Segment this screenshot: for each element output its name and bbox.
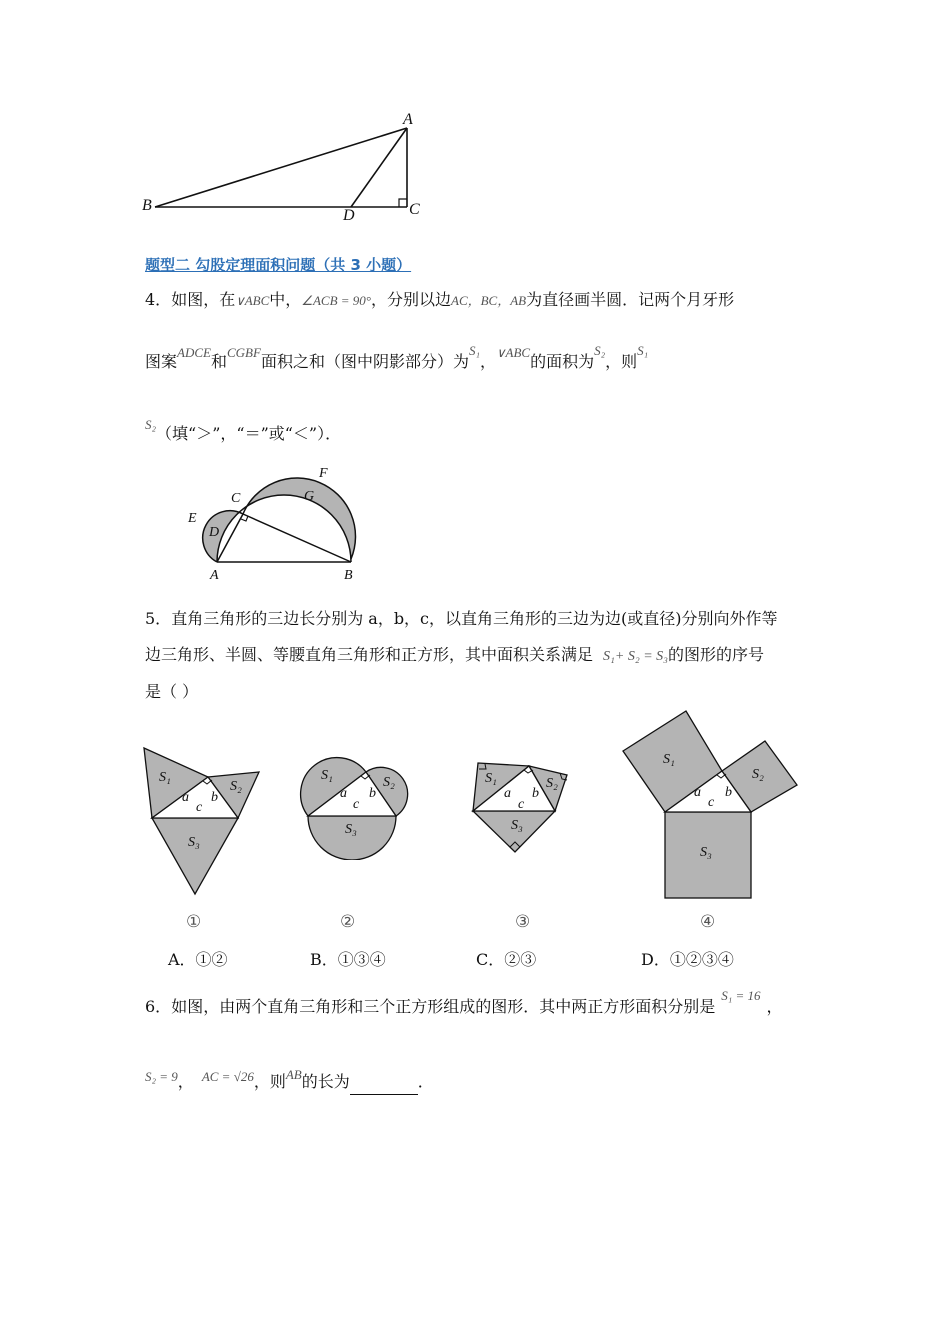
fig2-s2-label: S₂ — [383, 775, 395, 790]
q5-number: 5． — [145, 609, 172, 628]
option-d[interactable]: D．①②③④ — [641, 950, 734, 969]
fig4-s1-label: S₁ — [663, 752, 675, 767]
fig2-a-label: a — [340, 786, 347, 801]
q5-line3: 是（ ） — [145, 682, 199, 701]
option-c[interactable]: C．②③ — [476, 950, 537, 969]
figure-number-2: ② — [340, 912, 356, 932]
fig1-a-label: a — [182, 790, 189, 805]
q4-number: 4． — [145, 290, 172, 309]
q4-text: ，分别以边 — [370, 290, 451, 309]
fig2-s3-label: S₃ — [345, 822, 357, 837]
fig1-label-d: D — [343, 207, 355, 224]
fig4-label-f: F — [319, 466, 328, 481]
lune-figure — [185, 462, 375, 580]
q4-math-s2: S₂ — [594, 343, 606, 358]
q6-text: ，则 — [253, 1072, 286, 1091]
fig4-b-label: b — [725, 785, 732, 800]
q6-math-s1: S₁ = 16 — [721, 988, 761, 1003]
fig3-c-label: c — [518, 797, 525, 812]
q5-text: 边三角形、半圆、等腰直角三角形和正方形，其中面积关系满足 — [145, 645, 594, 664]
q6-text: ， — [766, 997, 783, 1016]
q6-text: 的长为 — [301, 1072, 350, 1091]
q6-text: 如图，由两个直角三角形和三个正方形组成的图形．其中两正方形面积分别是 — [171, 997, 716, 1016]
q5-figure-1 — [138, 742, 268, 902]
q6-line1 — [145, 988, 783, 1020]
q5-line2 — [145, 643, 764, 669]
section-title: 题型二 勾股定理面积问题（共 3 小题） — [145, 256, 412, 274]
figure-number-1: ① — [186, 912, 202, 932]
option-a[interactable]: A．①② — [168, 950, 228, 969]
q4-text: 如图，在 — [171, 290, 236, 309]
q4-text: 中， — [269, 290, 302, 309]
q4-text: 图案 — [145, 352, 178, 371]
fig1-s2-label: S₂ — [230, 779, 242, 794]
q4-math-adce: ADCE — [177, 345, 211, 360]
fig4-label-d: D — [209, 525, 220, 540]
fig3-b-label: b — [532, 786, 539, 801]
fig3-s2-label: S₂ — [546, 776, 558, 791]
fig4-label-g: G — [304, 489, 315, 504]
q4-text: 和 — [210, 352, 227, 371]
q4-math-angle: ∠ACB = 90° — [301, 293, 371, 308]
figure-number-4: ④ — [700, 912, 716, 932]
q4-text: ， — [479, 352, 496, 371]
answer-blank[interactable] — [350, 1078, 418, 1095]
fig1-label-b: B — [142, 197, 152, 214]
q4-text: （填“＞”，“＝”或“＜”）． — [156, 424, 342, 443]
q6-number: 6． — [145, 997, 172, 1016]
option-b[interactable]: B．①③④ — [310, 950, 386, 969]
fig1-b-label: b — [211, 790, 218, 805]
q4-math-sides: AC，BC，AB — [451, 293, 527, 308]
fig4-a-label: a — [694, 785, 701, 800]
fig4-s2-label: S₂ — [752, 767, 764, 782]
fig2-c-label: c — [353, 797, 360, 812]
q4-line3 — [145, 417, 342, 447]
q6-text: ， — [177, 1072, 194, 1091]
q4-line1 — [145, 288, 734, 313]
q4-text: 为直径画半圆．记两个月牙形 — [526, 290, 735, 309]
fig3-a-label: a — [504, 786, 511, 801]
fig3-s1-label: S₁ — [485, 771, 497, 786]
q6-math-ac: AC = √26 — [201, 1069, 254, 1084]
q5-text: 直角三角形的三边长分别为 a，b，c，以直角三角形的三边为边(或直径)分别向外作等 — [171, 609, 778, 628]
q4-text: ，则 — [605, 352, 638, 371]
fig4-label-e: E — [188, 511, 197, 526]
fig1-c-label: c — [196, 800, 203, 815]
q4-text: 的面积为 — [530, 352, 595, 371]
q4-math-s1: S₁ — [468, 343, 480, 358]
fig2-b-label: b — [369, 786, 376, 801]
q4-math-s1b: S₁ — [637, 343, 649, 358]
fig1-label-a: A — [403, 111, 413, 128]
fig4-s3-label: S₃ — [700, 845, 712, 860]
fig1-s3-label: S₃ — [188, 835, 200, 850]
q4-math-s2b: S₂ — [145, 417, 157, 432]
fig4-label-a: A — [210, 568, 219, 583]
q4-math-cgbf: CGBF — [226, 345, 261, 360]
triangle-abc-figure — [135, 108, 435, 233]
q6-text: ． — [417, 1072, 434, 1091]
q4-math-triangle2: ∨ABC — [496, 345, 531, 360]
fig4-c-label: c — [708, 795, 715, 810]
q4-text: 面积之和（图中阴影部分）为 — [260, 352, 469, 371]
q4-line2 — [145, 343, 649, 375]
fig4-label-c: C — [231, 491, 241, 506]
fig4-label-b: B — [344, 568, 353, 583]
fig3-s3-label: S₃ — [511, 818, 523, 833]
figure-number-3: ③ — [515, 912, 531, 932]
q4-math-triangle: ∨ABC — [235, 293, 270, 308]
fig1-s1-label: S₁ — [159, 770, 171, 785]
fig1-label-c: C — [409, 201, 420, 218]
q5-math-relation: S₁+ S₂ = S₃ — [603, 649, 669, 664]
fig2-s1-label: S₁ — [321, 768, 333, 783]
q6-math-s2: S₂ = 9 — [145, 1069, 178, 1084]
q5-line1 — [145, 607, 778, 631]
q5-text: 的图形的序号 — [668, 645, 765, 664]
q6-line2 — [145, 1067, 434, 1095]
q6-math-ab: AB — [285, 1067, 302, 1082]
